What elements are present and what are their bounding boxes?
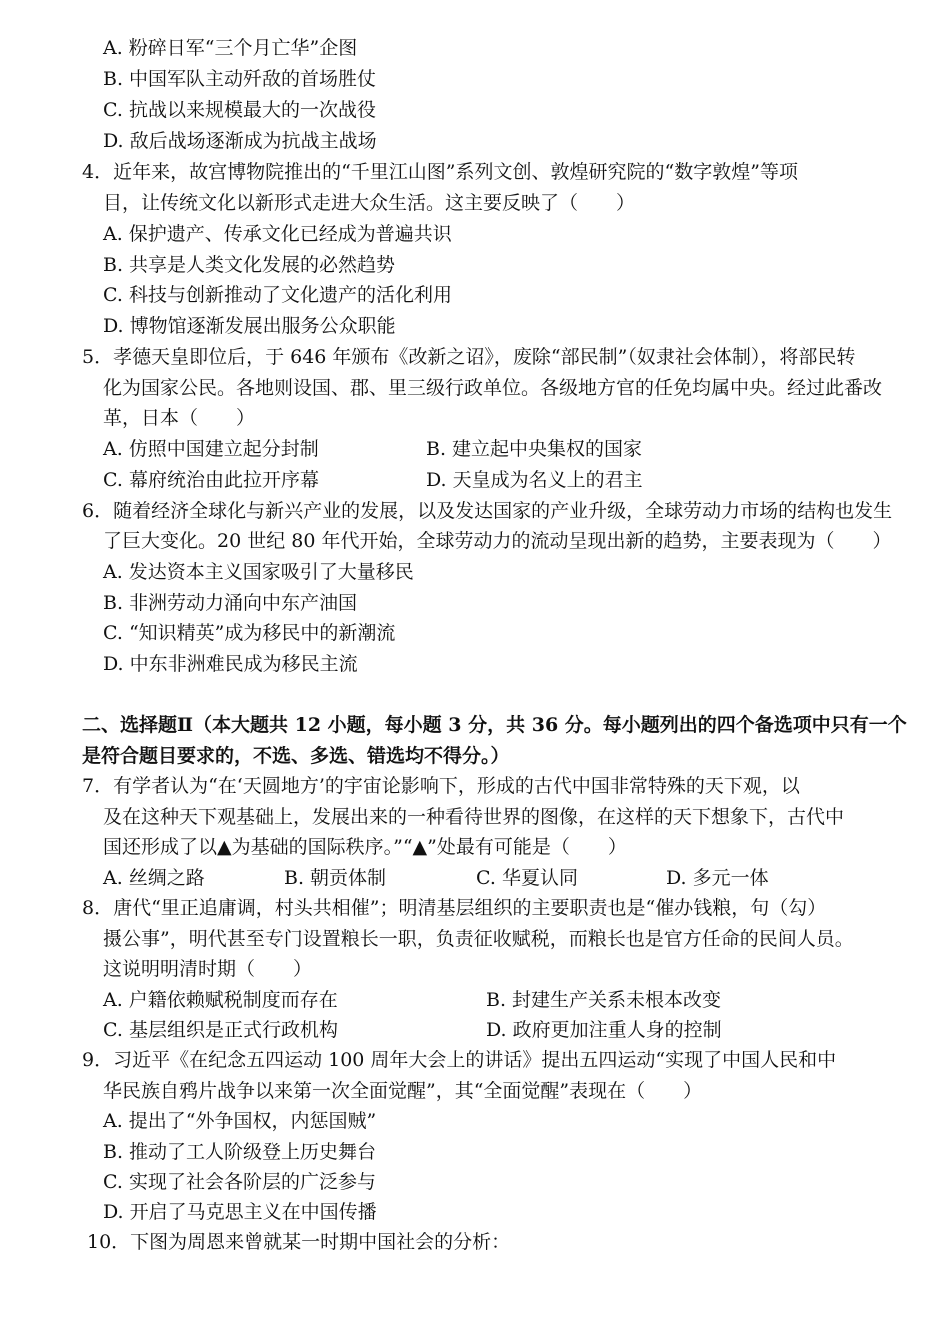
q7-option-b: B. 朝贡体制 xyxy=(284,867,387,889)
q4-option-b: B. 共享是人类文化发展的必然趋势 xyxy=(103,254,396,276)
q3-option-b: B. 中国军队主动歼敌的首场胜仗 xyxy=(103,68,377,90)
q5-option-d: D. 天皇成为名义上的君主 xyxy=(426,469,643,491)
q7-option-a: A. 丝绸之路 xyxy=(103,867,205,889)
q6-stem-line-1: 6．随着经济全球化与新兴产业的发展，以及发达国家的产业升级，全球劳动力市场的结构也发生 xyxy=(82,500,893,522)
q9-option-a: A. 提出了“外争国权，内惩国贼” xyxy=(103,1110,377,1132)
q4-stem-line-1: 4．近年来，故宫博物院推出的“千里江山图”系列文创、敦煌研究院的“数字敦煌”等项 xyxy=(82,161,798,183)
q7-option-d: D. 多元一体 xyxy=(666,867,769,889)
q8-option-d: D. 政府更加注重人身的控制 xyxy=(486,1019,722,1041)
q9-option-c: C. 实现了社会各阶层的广泛参与 xyxy=(103,1171,376,1193)
q8-stem-line-2: 摄公事”，明代甚至专门设置粮长一职，负责征收赋税，而粮长也是官方任命的民间人员。 xyxy=(103,928,854,950)
q8-option-c: C. 基层组织是正式行政机构 xyxy=(103,1019,338,1041)
q6-option-c: C. “知识精英”成为移民中的新潮流 xyxy=(103,622,396,644)
q8-stem-line-1: 8．唐代“里正追庸调，村头共相催”；明清基层组织的主要职责也是“催办钱粮，句（勾） xyxy=(82,897,827,919)
q9-option-b: B. 推动了工人阶级登上历史舞台 xyxy=(103,1141,377,1163)
q9-stem-line-2: 华民族自鸦片战争以来第一次全面觉醒”，其“全面觉醒”表现在（ ） xyxy=(103,1080,703,1102)
q3-option-a: A. 粉碎日军“三个月亡华”企图 xyxy=(103,37,358,59)
q6-option-d: D. 中东非洲难民成为移民主流 xyxy=(103,653,358,675)
q5-option-c: C. 幕府统治由此拉开序幕 xyxy=(103,469,319,491)
q9-option-d: D. 开启了马克思主义在中国传播 xyxy=(103,1201,377,1223)
q5-stem-line-1: 5．孝德天皇即位后，于 646 年颁布《改新之诏》，废除“部民制”（奴隶社会体制），将部民转 xyxy=(82,346,856,368)
section-2-heading-line-1: 二、选择题Ⅱ（本大题共 12 小题，每小题 3 分，共 36 分。每小题列出的四个备选项中只有一个 xyxy=(82,714,907,736)
q5-option-a: A. 仿照中国建立起分封制 xyxy=(103,438,319,460)
q4-stem-line-2: 目，让传统文化以新形式走进大众生活。这主要反映了（ ） xyxy=(103,192,636,214)
section-2-heading-line-2: 是符合题目要求的，不选、多选、错选均不得分。） xyxy=(82,745,510,767)
q7-stem-line-2: 及在这种天下观基础上，发展出来的一种看待世界的图像，在这样的天下想象下，古代中 xyxy=(103,806,845,828)
q6-option-b: B. 非洲劳动力涌向中东产油国 xyxy=(103,592,358,614)
q6-stem-line-2: 了巨大变化。20 世纪 80 年代开始，全球劳动力的流动呈现出新的趋势，主要表现为（ ） xyxy=(103,530,892,552)
q9-stem-line-1: 9．习近平《在纪念五四运动 100 周年大会上的讲话》提出五四运动“实现了中国人民和中 xyxy=(82,1049,837,1071)
q5-stem-line-3: 革，日本（ ） xyxy=(103,407,256,429)
q4-option-c: C. 科技与创新推动了文化遗产的活化利用 xyxy=(103,284,452,306)
q7-stem-line-1: 7．有学者认为“在‘天圆地方’的宇宙论影响下，形成的古代中国非常特殊的天下观，以 xyxy=(82,775,800,797)
q6-option-a: A. 发达资本主义国家吸引了大量移民 xyxy=(103,561,414,583)
q4-option-a: A. 保护遗产、传承文化已经成为普遍共识 xyxy=(103,223,452,245)
q10-stem: 10．下图为周恩来曾就某一时期中国社会的分析： xyxy=(87,1231,511,1253)
q5-stem-line-2: 化为国家公民。各地则设国、郡、里三级行政单位。各级地方官的任免均属中央。经过此番改 xyxy=(103,377,883,399)
q7-option-c: C. 华夏认同 xyxy=(476,867,578,889)
q4-option-d: D. 博物馆逐渐发展出服务公众职能 xyxy=(103,315,396,337)
q8-option-a: A. 户籍依赖赋税制度而存在 xyxy=(103,989,338,1011)
q3-option-d: D. 敌后战场逐渐成为抗战主战场 xyxy=(103,130,377,152)
q8-stem-line-3: 这说明明清时期（ ） xyxy=(103,958,313,980)
q8-option-b: B. 封建生产关系未根本改变 xyxy=(486,989,722,1011)
q3-option-c: C. 抗战以来规模最大的一次战役 xyxy=(103,99,376,121)
q7-stem-line-3: 国还形成了以▲为基础的国际秩序。”“▲”处最有可能是（ ） xyxy=(103,836,627,858)
q5-option-b: B. 建立起中央集权的国家 xyxy=(426,438,643,460)
